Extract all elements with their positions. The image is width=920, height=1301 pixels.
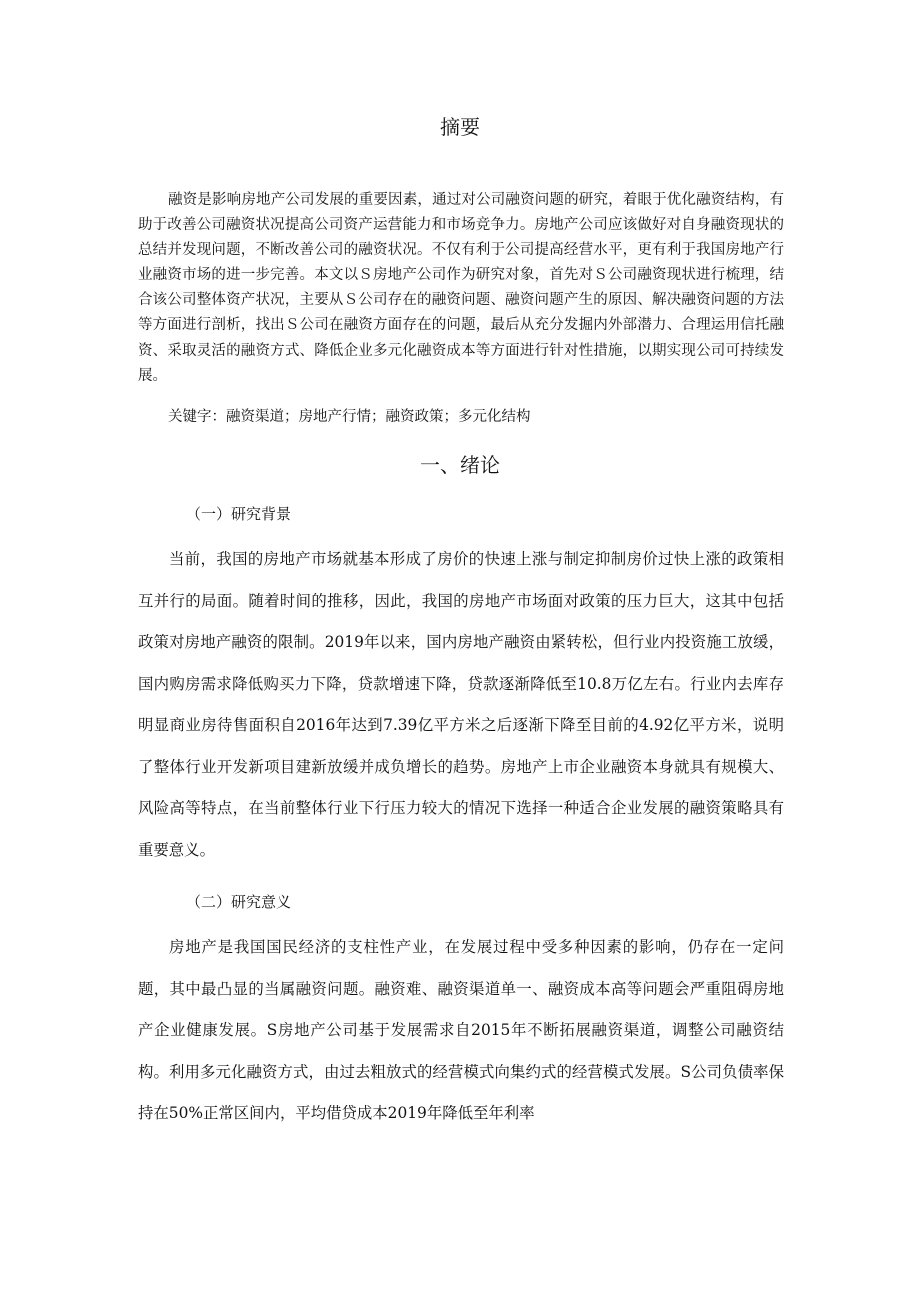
chapter-title: 一、绪论 bbox=[420, 453, 500, 477]
keywords-line: 关键字：融资渠道；房地产行情；融资政策；多元化结构 bbox=[168, 409, 531, 425]
research-background-paragraph: 当前，我国的房地产市场就基本形成了房价的快速上涨与制定抑制房价过快上涨的政策相互并行的局面。随着时间的推移，因此，我国的房地产市场面对政策的压力巨大，这其中包括政策对房地产融资的限制。2019年以来，国内房地产融资由紧转松，但行业内投资施工放缓，国内购房需求降低购买力下降，贷款增速下降，贷款逐渐降低至10.8万亿左右。行业内去库存明显商业房待售面积自2016年达到7.39亿平方米之后逐渐下降至目前的4.92亿平方米，说明了整体行业开发新项目建新放缓并成负增长的趋势。房地产上市企业融资本身就具有规模大、风险高等特点，在当前整体行业下行压力较大的情况下选择一种适合企业发展的融资策略具有重要意义。 bbox=[138, 550, 784, 859]
abstract-title: 摘要 bbox=[440, 115, 480, 139]
research-significance-paragraph: 房地产是我国国民经济的支柱性产业，在发展过程中受多种因素的影响，仍存在一定问题，其中最凸显的当属融资问题。融资难、融资渠道单一、融资成本高等问题会严重阻碍房地产企业健康发展。S房地产公司基于发展需求自2015年不断拓展融资渠道，调整公司融资结构。利用多元化融资方式，由过去粗放式的经营模式向集约式的经营模式发展。S公司负债率保持在50%正常区间内，平均借贷成本2019年降低至年利率 bbox=[138, 938, 784, 1122]
section-heading-research-significance: （二）研究意义 bbox=[186, 893, 292, 911]
section-heading-research-background: （一）研究背景 bbox=[186, 505, 292, 523]
abstract-paragraph: 融资是影响房地产公司发展的重要因素，通过对公司融资问题的研究，着眼于优化融资结构，有助于改善公司融资状况提高公司资产运营能力和市场竞争力。房地产公司应该做好对自身融资现状的总结并发现问题，不断改善公司的融资状况。不仅有利于公司提高经营水平，更有利于我国房地产行业融资市场的进一步完善。本文以Ｓ房地产公司作为研究对象，首先对Ｓ公司融资现状进行梳理，结合该公司整体资产状况，主要从Ｓ公司存在的融资问题、融资问题产生的原因、解决融资问题的方法等方面进行剖析，找出Ｓ公司在融资方面存在的问题，最后从充分发掘内外部潜力、合理运用信托融资、采取灵活的融资方式、降低企业多元化融资成本等方面进行针对性措施，以期实现公司可持续发展。 bbox=[138, 192, 784, 384]
